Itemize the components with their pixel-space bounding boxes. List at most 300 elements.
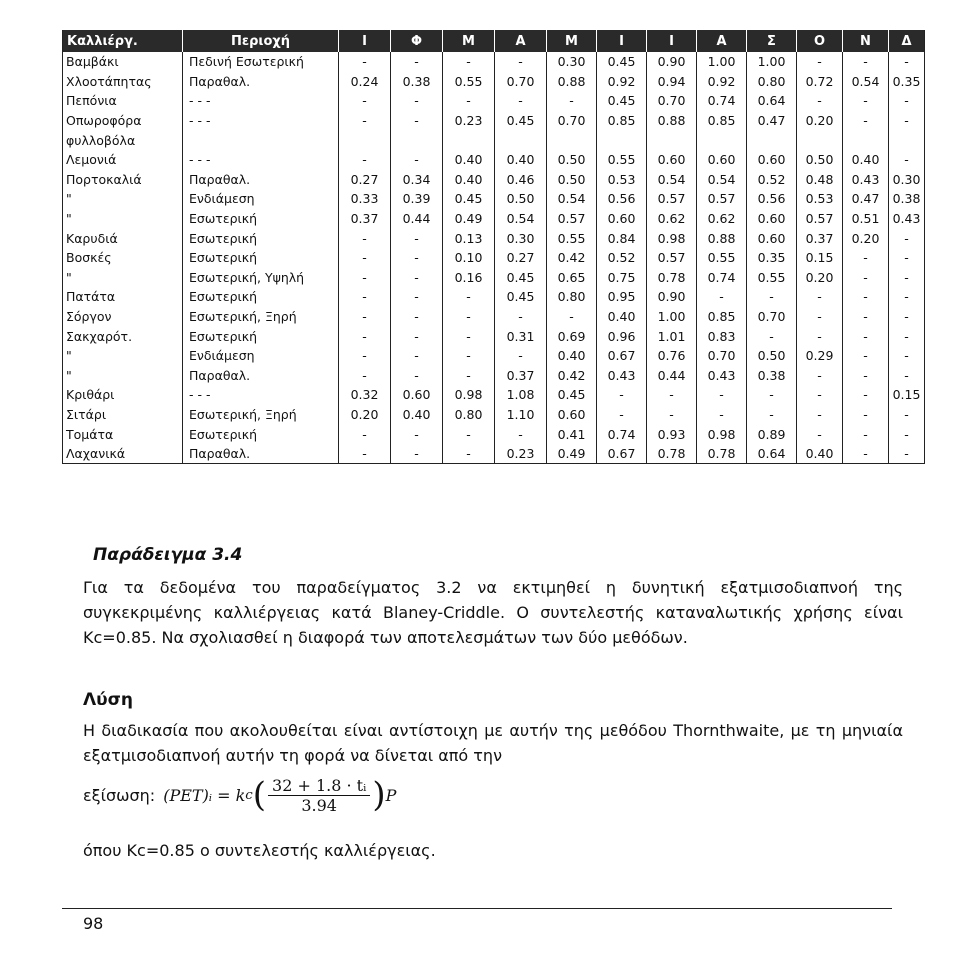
coefficient-cell: - [843, 91, 889, 111]
coefficient-cell: 0.54 [697, 170, 747, 190]
coefficient-cell: - [597, 405, 647, 425]
coefficient-cell: 0.55 [697, 248, 747, 268]
coefficient-cell: - [339, 248, 391, 268]
coefficient-cell: - [843, 444, 889, 464]
column-header: Δ [889, 30, 925, 52]
coefficient-cell: - [889, 268, 925, 288]
coefficient-cell: - [339, 326, 391, 346]
table-row [63, 52, 925, 72]
coefficient-cell: - [797, 366, 843, 386]
coefficient-cell: 0.30 [889, 170, 925, 190]
region-cell: Εσωτερική, Ξηρή [183, 405, 339, 425]
region-cell: Παραθαλ. [183, 366, 339, 386]
coefficient-cell: 0.50 [547, 170, 597, 190]
coefficient-cell [391, 130, 443, 150]
coefficient-cell: 0.85 [697, 307, 747, 327]
coefficient-cell: - [697, 405, 747, 425]
coefficient-cell: 0.29 [797, 346, 843, 366]
coefficient-cell: 0.44 [391, 209, 443, 229]
crop-cell: " [63, 209, 183, 229]
table-row [63, 111, 925, 131]
coefficient-cell: 0.75 [597, 268, 647, 288]
coefficient-cell: - [391, 366, 443, 386]
coefficient-cell: 0.55 [547, 228, 597, 248]
coefficient-cell: 0.47 [747, 111, 797, 131]
coefficient-cell: - [443, 91, 495, 111]
coefficient-cell: 0.56 [597, 189, 647, 209]
coefficient-cell: 0.57 [647, 248, 697, 268]
coefficient-cell: 0.38 [889, 189, 925, 209]
coefficient-cell: 0.45 [597, 52, 647, 72]
solution-text: Η διαδικασία που ακολουθείται είναι αντίστοιχη με αυτήν της μεθόδου Thornthwaite, με τη μηνιαία εξατμισοδιαπνοή αυτήν τη φορά να δίνεται από την [83, 721, 903, 765]
column-header: Ι [339, 30, 391, 52]
region-cell: Παραθαλ. [183, 72, 339, 92]
table-row [63, 228, 925, 248]
crop-cell: Πορτοκαλιά [63, 170, 183, 190]
coefficient-cell: - [391, 150, 443, 170]
coefficient-cell: 0.96 [597, 326, 647, 346]
table-row [63, 91, 925, 111]
coefficient-cell: - [339, 52, 391, 72]
coefficient-cell: 0.89 [747, 424, 797, 444]
coefficient-cell: - [495, 346, 547, 366]
coefficient-cell: 0.95 [597, 287, 647, 307]
coefficient-cell: - [339, 268, 391, 288]
region-cell: Παραθαλ. [183, 170, 339, 190]
coefficient-cell: 0.92 [597, 72, 647, 92]
crop-cell: " [63, 346, 183, 366]
equation-subscript: c [245, 787, 253, 803]
coefficient-cell: 0.78 [647, 444, 697, 464]
coefficient-cell: 0.20 [797, 111, 843, 131]
coefficient-cell: 0.90 [647, 52, 697, 72]
coefficient-cell: 0.92 [697, 72, 747, 92]
table-row [63, 366, 925, 386]
coefficient-cell: 0.40 [443, 150, 495, 170]
left-paren: ( [252, 775, 267, 815]
coefficient-cell: 0.45 [597, 91, 647, 111]
coefficient-cell: 0.23 [495, 444, 547, 464]
coefficient-cell: 0.47 [843, 189, 889, 209]
crop-cell: Βαμβάκι [63, 52, 183, 72]
coefficient-cell: 0.70 [747, 307, 797, 327]
coefficient-cell: - [391, 307, 443, 327]
coefficient-cell: 0.74 [697, 91, 747, 111]
coefficient-cell: - [391, 326, 443, 346]
coefficient-cell: 0.34 [391, 170, 443, 190]
coefficient-cell [889, 130, 925, 150]
coefficient-cell: - [339, 444, 391, 464]
coefficient-cell: 0.64 [747, 444, 797, 464]
coefficient-cell: - [339, 287, 391, 307]
coefficient-cell: 0.38 [391, 72, 443, 92]
coefficient-cell: - [391, 268, 443, 288]
coefficient-cell: 0.80 [547, 287, 597, 307]
coefficient-cell: 0.42 [547, 248, 597, 268]
coefficient-cell: 0.20 [797, 268, 843, 288]
table-row [63, 307, 925, 327]
coefficient-cell: 0.60 [647, 150, 697, 170]
coefficient-cell: 0.70 [495, 72, 547, 92]
page-number: 98 [83, 914, 104, 933]
table-row [63, 287, 925, 307]
coefficient-cell: 0.30 [547, 52, 597, 72]
coefficient-cell: - [889, 287, 925, 307]
coefficient-cell: 0.60 [547, 405, 597, 425]
coefficient-cell: - [547, 307, 597, 327]
coefficient-cell: 0.40 [495, 150, 547, 170]
region-cell: Ενδιάμεση [183, 346, 339, 366]
coefficient-cell: - [339, 111, 391, 131]
column-header: Ο [797, 30, 843, 52]
coefficient-cell: - [391, 248, 443, 268]
region-cell: - - - [183, 385, 339, 405]
coefficient-cell: 0.60 [747, 228, 797, 248]
coefficient-cell: 0.54 [495, 209, 547, 229]
coefficient-cell: 0.16 [443, 268, 495, 288]
coefficient-cell: - [843, 405, 889, 425]
coefficient-cell: 0.13 [443, 228, 495, 248]
coefficient-cell: - [889, 424, 925, 444]
coefficient-cell: - [339, 424, 391, 444]
coefficient-cell [843, 130, 889, 150]
coefficient-cell: 0.85 [697, 111, 747, 131]
crop-cell: Σακχαρότ. [63, 326, 183, 346]
coefficient-cell: 0.38 [747, 366, 797, 386]
coefficient-cell: - [889, 150, 925, 170]
coefficient-cell: - [339, 307, 391, 327]
coefficient-cell: 0.57 [797, 209, 843, 229]
column-header: Σ [747, 30, 797, 52]
coefficient-cell: 0.98 [443, 385, 495, 405]
coefficient-cell: - [443, 366, 495, 386]
coefficient-cell [747, 130, 797, 150]
region-cell: - - - [183, 91, 339, 111]
coefficient-cell: 0.40 [391, 405, 443, 425]
coefficient-cell: 0.88 [647, 111, 697, 131]
table-row [63, 248, 925, 268]
coefficient-cell: - [797, 307, 843, 327]
equation-tail: P [385, 785, 397, 805]
column-header: Καλλιέργ. [63, 30, 183, 52]
coefficient-cell: 1.00 [697, 52, 747, 72]
region-cell: Εσωτερική [183, 228, 339, 248]
column-header: Περιοχή [183, 30, 339, 52]
table-row [63, 150, 925, 170]
crop-cell: Λεμονιά [63, 150, 183, 170]
coefficient-cell: - [443, 326, 495, 346]
coefficient-cell: 0.53 [597, 170, 647, 190]
table-row [63, 326, 925, 346]
coefficient-cell [697, 130, 747, 150]
coefficient-cell: - [797, 91, 843, 111]
coefficient-cell: - [597, 385, 647, 405]
coefficient-cell: - [339, 366, 391, 386]
coefficient-cell: - [443, 287, 495, 307]
coefficient-cell: - [797, 326, 843, 346]
coefficient-cell [597, 130, 647, 150]
coefficient-cell: 0.55 [597, 150, 647, 170]
example-title: Παράδειγμα 3.4 [93, 545, 243, 565]
region-cell: Εσωτερική [183, 287, 339, 307]
region-cell: - - - [183, 111, 339, 131]
coefficient-cell: - [843, 287, 889, 307]
crop-cell: Καρυδιά [63, 228, 183, 248]
coefficient-cell: - [889, 307, 925, 327]
region-cell: Εσωτερική, Υψηλή [183, 268, 339, 288]
coefficient-cell: 0.60 [747, 209, 797, 229]
coefficient-cell: 0.88 [697, 228, 747, 248]
coefficient-cell: - [697, 385, 747, 405]
coefficient-cell: - [889, 228, 925, 248]
coefficient-cell: - [391, 444, 443, 464]
crop-cell: Σιτάρι [63, 405, 183, 425]
coefficient-cell: - [391, 424, 443, 444]
table-row [63, 268, 925, 288]
coefficient-cell: 0.51 [843, 209, 889, 229]
coefficient-cell: - [747, 405, 797, 425]
region-cell: Εσωτερική [183, 326, 339, 346]
coefficient-cell: 0.76 [647, 346, 697, 366]
coefficient-cell: - [797, 405, 843, 425]
coefficient-cell: 0.46 [495, 170, 547, 190]
coefficient-cell: 0.49 [547, 444, 597, 464]
region-cell: Παραθαλ. [183, 444, 339, 464]
coefficient-cell: 0.45 [495, 111, 547, 131]
coefficient-cell: 0.27 [339, 170, 391, 190]
coefficient-cell: - [889, 326, 925, 346]
table-row [63, 209, 925, 229]
coefficient-cell: 0.45 [495, 287, 547, 307]
coefficient-cell: 0.65 [547, 268, 597, 288]
coefficient-cell: - [443, 424, 495, 444]
coefficient-cell [495, 130, 547, 150]
coefficient-cell: - [843, 366, 889, 386]
coefficient-cell: - [843, 326, 889, 346]
footer-divider [62, 908, 892, 909]
crop-cell: Βοσκές [63, 248, 183, 268]
crop-cell: Πατάτα [63, 287, 183, 307]
coefficient-cell: - [443, 52, 495, 72]
coefficient-cell: - [339, 91, 391, 111]
region-cell: Εσωτερική, Ξηρή [183, 307, 339, 327]
column-header: Ι [597, 30, 647, 52]
coefficient-cell: - [747, 326, 797, 346]
coefficient-cell: 0.83 [697, 326, 747, 346]
coefficient-cell: 0.15 [797, 248, 843, 268]
coefficient-cell: 0.40 [843, 150, 889, 170]
coefficient-cell: 1.01 [647, 326, 697, 346]
crop-cell: Χλοοτάπητας [63, 72, 183, 92]
coefficient-cell: - [495, 307, 547, 327]
coefficient-cell: 0.10 [443, 248, 495, 268]
coefficient-cell: 0.40 [547, 346, 597, 366]
coefficient-cell: - [647, 405, 697, 425]
coefficient-cell: - [843, 385, 889, 405]
coefficient-note: όπου Kc=0.85 ο συντελεστής καλλιέργειας. [83, 841, 436, 860]
coefficient-cell: - [391, 287, 443, 307]
crop-cell: Κριθάρι [63, 385, 183, 405]
coefficient-cell: 0.78 [647, 268, 697, 288]
table-row [63, 385, 925, 405]
coefficient-cell: 0.54 [843, 72, 889, 92]
coefficient-cell: 0.67 [597, 346, 647, 366]
region-cell: Πεδινή Εσωτερική [183, 52, 339, 72]
equation-denominator: 3.94 [301, 795, 337, 815]
table-row [63, 72, 925, 92]
region-cell [183, 130, 339, 150]
coefficient-cell: 1.10 [495, 405, 547, 425]
crop-cell: Πεπόνια [63, 91, 183, 111]
coefficient-cell: - [797, 424, 843, 444]
solution-title: Λύση [83, 690, 133, 710]
coefficient-cell: 0.43 [597, 366, 647, 386]
coefficient-cell: - [843, 307, 889, 327]
coefficient-cell: - [843, 346, 889, 366]
coefficient-cell: 0.80 [443, 405, 495, 425]
coefficient-cell: 0.33 [339, 189, 391, 209]
coefficient-cell: 0.60 [391, 385, 443, 405]
coefficient-cell: 1.08 [495, 385, 547, 405]
coefficient-cell: 0.80 [747, 72, 797, 92]
coefficient-cell: - [797, 385, 843, 405]
table-row [63, 189, 925, 209]
coefficient-cell: 0.52 [597, 248, 647, 268]
region-cell: - - - [183, 150, 339, 170]
coefficient-cell: 0.40 [797, 444, 843, 464]
column-header: Μ [443, 30, 495, 52]
coefficient-cell: 0.57 [547, 209, 597, 229]
coefficient-cell: 0.74 [697, 268, 747, 288]
coefficient-cell: - [443, 307, 495, 327]
coefficient-cell: - [391, 228, 443, 248]
coefficient-cell: - [339, 150, 391, 170]
coefficient-cell: 0.23 [443, 111, 495, 131]
coefficient-cell: 0.54 [647, 170, 697, 190]
coefficient-cell: - [339, 346, 391, 366]
crop-cell: " [63, 189, 183, 209]
example-text: Για τα δεδομένα του παραδείγματος 3.2 να εκτιμηθεί η δυνητική εξατμισοδιαπνοή της συγκεκριμένης καλλιέργειας κατά Blaney-Criddle. Ο συντελεστής καταναλωτικής χρήσης είναι Kc=0.85. Να σχολιασθεί η διαφορά των αποτελεσμάτων των δύο μεθόδων. [83, 578, 903, 647]
coefficient-cell: 0.30 [495, 228, 547, 248]
coefficient-cell: 0.45 [547, 385, 597, 405]
coefficient-cell: - [889, 111, 925, 131]
right-paren: ) [372, 775, 386, 815]
coefficient-cell: 0.84 [597, 228, 647, 248]
coefficient-cell: 0.31 [495, 326, 547, 346]
coefficient-cell: - [889, 248, 925, 268]
coefficient-cell: - [747, 385, 797, 405]
equation-lhs: (PET)ᵢ = k [163, 785, 246, 805]
coefficient-cell: 0.72 [797, 72, 843, 92]
crop-cell: φυλλοβόλα [63, 130, 183, 150]
coefficient-cell: 0.74 [597, 424, 647, 444]
coefficient-cell: 0.37 [339, 209, 391, 229]
coefficient-cell: 0.60 [597, 209, 647, 229]
coefficient-cell: - [889, 366, 925, 386]
coefficient-cell: 0.55 [443, 72, 495, 92]
coefficient-cell: 0.44 [647, 366, 697, 386]
coefficient-cell: 0.48 [797, 170, 843, 190]
crop-cell: " [63, 268, 183, 288]
coefficient-cell [797, 130, 843, 150]
coefficient-cell: 0.67 [597, 444, 647, 464]
pet-equation [163, 776, 396, 815]
coefficient-cell [647, 130, 697, 150]
table-row [63, 346, 925, 366]
coefficient-cell: 0.78 [697, 444, 747, 464]
column-header: Α [495, 30, 547, 52]
coefficient-cell: 0.39 [391, 189, 443, 209]
coefficient-cell: 0.85 [597, 111, 647, 131]
coefficient-cell: 0.62 [697, 209, 747, 229]
coefficient-cell: 0.43 [697, 366, 747, 386]
coefficient-cell: - [843, 424, 889, 444]
table-row [63, 405, 925, 425]
coefficient-cell: - [391, 111, 443, 131]
coefficient-cell: 0.20 [843, 228, 889, 248]
coefficient-cell: 0.32 [339, 385, 391, 405]
coefficient-cell: - [547, 91, 597, 111]
coefficient-cell: - [443, 346, 495, 366]
coefficient-cell: - [889, 52, 925, 72]
coefficient-cell: 0.15 [889, 385, 925, 405]
coefficient-cell [547, 130, 597, 150]
coefficient-cell: 0.64 [747, 91, 797, 111]
crop-cell: Οπωροφόρα [63, 111, 183, 131]
coefficient-cell: 0.93 [647, 424, 697, 444]
coefficient-cell: - [697, 287, 747, 307]
coefficient-cell: - [889, 444, 925, 464]
region-cell: Εσωτερική [183, 248, 339, 268]
coefficient-cell: 0.60 [697, 150, 747, 170]
equation-fraction [268, 776, 370, 815]
coefficient-cell: 0.50 [495, 189, 547, 209]
coefficient-cell: 0.90 [647, 287, 697, 307]
equation-line [83, 770, 396, 820]
coefficient-cell: 0.53 [797, 189, 843, 209]
coefficient-cell: 0.50 [547, 150, 597, 170]
coefficient-cell: 0.98 [697, 424, 747, 444]
coefficient-cell: - [797, 287, 843, 307]
coefficient-cell: 1.00 [647, 307, 697, 327]
coefficient-cell: - [495, 424, 547, 444]
table-header-row [63, 30, 925, 52]
coefficient-cell [443, 130, 495, 150]
coefficient-cell: 0.70 [697, 346, 747, 366]
coefficient-cell: 0.43 [843, 170, 889, 190]
coefficient-cell: 0.54 [547, 189, 597, 209]
crop-cell: Λαχανικά [63, 444, 183, 464]
equation-numerator: 32 + 1.8 · tᵢ [268, 776, 370, 796]
crop-coefficient-table [62, 30, 925, 464]
coefficient-cell: - [889, 405, 925, 425]
coefficient-cell: 0.94 [647, 72, 697, 92]
coefficient-cell: 0.50 [747, 346, 797, 366]
coefficient-cell: - [843, 248, 889, 268]
coefficient-cell: 0.27 [495, 248, 547, 268]
table-row [63, 444, 925, 464]
coefficient-cell: 0.56 [747, 189, 797, 209]
column-header: Φ [391, 30, 443, 52]
region-cell: Εσωτερική [183, 424, 339, 444]
coefficient-cell: - [889, 346, 925, 366]
region-cell: Εσωτερική [183, 209, 339, 229]
coefficient-cell: - [391, 52, 443, 72]
coefficient-cell [339, 130, 391, 150]
coefficient-cell: 0.43 [889, 209, 925, 229]
coefficient-cell: 0.70 [647, 91, 697, 111]
column-header: Α [697, 30, 747, 52]
